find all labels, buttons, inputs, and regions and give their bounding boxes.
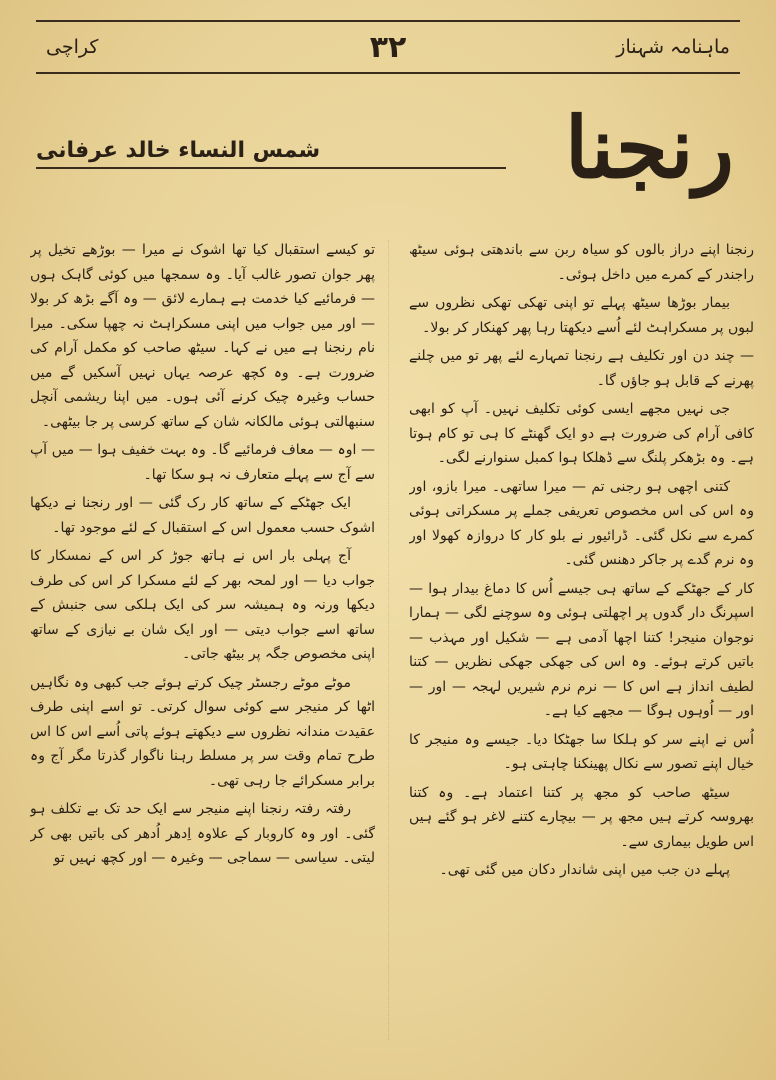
magazine-name: ماہنامہ شہناز: [616, 36, 730, 58]
paragraph: کتنی اچھی ہو رجنی تم — میرا ساتھی۔ میرا بازو، اور وہ اس کی اس مخصوص تعریفی جملے پر مسکراتی ہوئی کمرے سے نکل گئی۔ ڈرائیور نے بلو کار کا دروازہ کھولا اور وہ نرم گدے پر جاکر دھنس گئی۔: [409, 478, 754, 568]
city-name: کراچی: [46, 36, 99, 58]
paragraph: اُس نے اپنے سر کو ہلکا سا جھٹکا دیا۔ جیسے وہ منیجر کا خیال اپنے تصور سے نکال پھینکنا چاہتی ہو۔: [409, 731, 754, 772]
paragraph: کار کے جھٹکے کے ساتھ ہی جیسے اُس کا دماغ بیدار ہوا — اسپرنگ دار گدوں پر اچھلتی ہوئی وہ سوچنے لگی — ہمارا نوجوان منیجر! کتنا اچھا آدمی ہے — شکیل اور مہذب — باتیں کرتے ہوئے۔ وہ اس کی جھکی جھکی نظریں — کتنا لطیف انداز ہے اس کا — نرم نرم شیریں لہجہ — اور — اور — اُوہوں ہوگا — مجھے کیا ہے۔: [409, 580, 754, 719]
column-divider: [388, 240, 389, 1040]
paragraph: پہلے دن جب میں اپنی شاندار دکان میں گئی تھی۔: [439, 862, 730, 878]
text-column-right: [409, 238, 754, 1050]
paragraph: تو کیسے استقبال کیا تھا اشوک نے میرا — بوڑھے تخیل پر پھر جوان تصور غالب آیا۔ وہ سمجھا میں کوئی گاہک ہوں — فرمائیے کیا خدمت ہے ہمارے لائق — وہ آگے بڑھ کر بولا — اور میں جواب میں اپنی مسکراہٹ نہ چھپا سکی۔ میرا نام رنجنا ہے میں نے کہا۔ سیٹھ صاحب کو مکمل آرام کی ضرورت ہے۔ وہ کچھ عرصہ یہاں نہیں آسکیں گے میں حساب وغیرہ چیک کرنے آئی ہوں۔ میں اپنا ریشمی آنچل سنبھالتی ہوئی مالکانہ شان کے ساتھ کرسی پر جا بیٹھی۔: [30, 242, 375, 430]
page-header: [36, 20, 740, 74]
paragraph: — اوہ — معاف فرمائیے گا۔ وہ بہت خفیف ہوا — میں آپ سے آج سے پہلے متعارف نہ ہو سکا تھا۔: [30, 442, 375, 483]
author-name: شمس النساء خالد عرفانی: [36, 138, 506, 169]
paragraph: ایک جھٹکے کے ساتھ کار رک گئی — اور رنجنا نے دیکھا اشوک حسب معمول اس کے استقبال کے لئے موجود تھا۔: [30, 495, 375, 536]
text-column-left: [30, 238, 375, 1050]
story-title: رنجنا: [564, 98, 734, 197]
paragraph: رنجنا اپنے دراز بالوں کو سیاہ ربن سے باندھتی ہوئی سیٹھ راجندر کے کمرے میں داخل ہوئی۔: [409, 242, 754, 283]
paragraph: بیمار بوڑھا سیٹھ پہلے تو اپنی تھکی تھکی نظروں سے لبوں پر مسکراہٹ لئے اُسے دیکھتا رہا پھر کھنکار کر بولا۔: [409, 295, 754, 336]
title-block: [36, 98, 740, 216]
paragraph: سیٹھ صاحب کو مجھ پر کتنا اعتماد ہے۔ وہ کتنا بھروسہ کرتے ہیں مجھ پر — بیچارے کتنے لاغر ہو گئے ہیں اس طویل بیماری سے۔: [409, 784, 754, 850]
paragraph: موٹے موٹے رجسٹر چیک کرتے ہوئے جب کبھی وہ نگاہیں اٹھا کر منیجر سے کوئی سوال کرتی۔ تو اسے اپنی طرف عقیدت مندانہ نظروں سے دیکھتے ہوئے پاتی اُسے اس کا اس طرح تمام وقت سر پر مسلط رہنا ناگوار گذرتا مگر آج وہ برابر مسکرائے جا رہی تھی۔: [30, 674, 375, 789]
paragraph: — چند دن اور تکلیف ہے رنجنا تمہارے لئے پھر تو میں چلنے پھرنے کے قابل ہو جاؤں گا۔: [409, 348, 754, 389]
paragraph: جی نہیں مجھے ایسی کوئی تکلیف نہیں۔ آپ کو ابھی کافی آرام کی ضرورت ہے دو ایک گھنٹے کا ہی تو کام ہوتا ہے۔ وہ بڑھکر پلنگ سے ڈھلکا ہوا کمبل سنوارنے لگی۔: [409, 401, 754, 466]
paragraph: رفتہ رفتہ رنجنا اپنے منیجر سے ایک حد تک بے تکلف ہو گئی۔ اور وہ کاروبار کے علاوہ اِدھر اُدھر کی باتیں بھی کر لیتی۔ سیاسی — سماجی — وغیرہ — اور کچھ نہیں تو: [30, 801, 375, 866]
page-number: ۳۲: [369, 29, 407, 65]
paragraph: آج پہلی بار اس نے ہاتھ جوڑ کر اس کے نمسکار کا جواب دیا — اور لمحہ بھر کے لئے مسکرا کر اس کی طرف دیکھا ورنہ وہ ہمیشہ سر کی ایک ہلکی سی جنبش کے ساتھ اسے جواب دیتی — اور ایک شان بے نیازی کے ساتھ اپنی مخصوص جگہ پر بیٹھ جاتی۔: [30, 548, 375, 662]
